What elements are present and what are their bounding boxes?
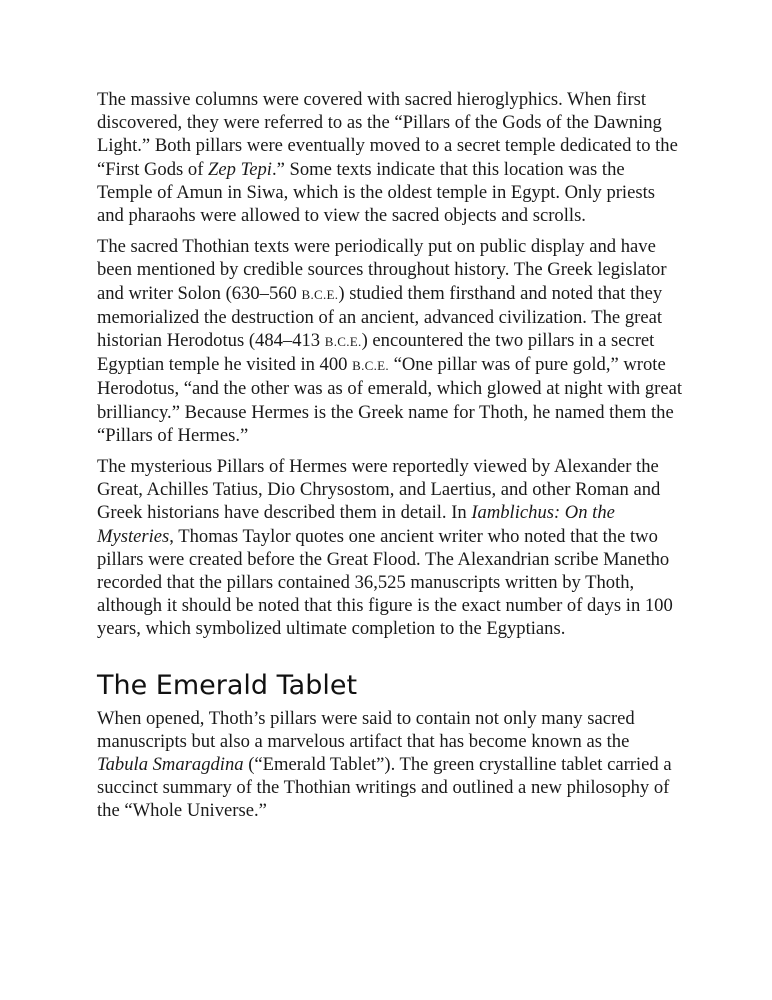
text-run: .” Some texts indicate that this location was the Temple of Amun in Siwa, which is the oldest temple in Egypt. Only priests and pharaohs were allowed to view the sacred objects and scrolls. <box>97 158 655 227</box>
text-run: ) studied them firsthand and noted that they memorialized the destruction of an ancient, advanced civilization. The great historian Herodotus (484–413 <box>97 282 663 352</box>
text-run: The massive columns were covered with sacred hieroglyphics. When first discovered, they were referred to as the “Pillars of the Gods of the Dawning Light.” Both pillars were eventually moved to a secret temple dedicated to the “First Gods of <box>97 89 678 180</box>
paragraph <box>97 88 682 227</box>
italic-term-zep-tepi: Zep Tepi <box>208 158 272 180</box>
text-run: The sacred Thothian texts were periodically put on public display and have been mentioned by credible sources throughout history. The Greek legislator and writer Solon (630–560 <box>97 236 667 304</box>
text-run: (“Emerald Tablet”). The green crystalline tablet carried a succinct summary of the Thothian writings and outlined a new philosophy of the “Whole Universe.” <box>97 754 672 822</box>
era-abbreviation: B.C.E. <box>352 358 389 374</box>
italic-book-title: Iamblichus: On the Mysteries <box>97 502 615 547</box>
paragraph <box>97 707 682 823</box>
paragraph <box>97 455 682 641</box>
text-run: , Thomas Taylor quotes one ancient writer who noted that the two pillars were created before the Great Flood. The Alexandrian scribe Manetho recorded that the pillars contained 36,525 manuscripts written by Thoth, although it should be noted that this figure is the exact number of days in 100 years, which symbolized ultimate completion to the Egyptians. <box>97 525 673 640</box>
book-page <box>97 88 682 831</box>
section-heading: The Emerald Tablet <box>97 669 358 701</box>
text-run: The mysterious Pillars of Hermes were reportedly viewed by Alexander the Great, Achilles Tatius, Dio Chrysostom, and Laertius, and other Roman and Greek historians have described them in detail. In <box>97 456 661 524</box>
era-abbreviation: B.C.E. <box>324 334 362 350</box>
text-run: When opened, Thoth’s pillars were said to contain not only many sacred manuscripts but also a marvelous artifact that has become known as the <box>97 707 635 752</box>
paragraph <box>97 235 682 447</box>
era-abbreviation: B.C.E. <box>301 286 339 302</box>
italic-term-tabula-smaragdina: Tabula Smaragdina <box>97 754 244 776</box>
text-run: “One pillar was of pure gold,” wrote Herodotus, “and the other was as of emerald, which glowed at night with great brilliancy.” Because Hermes is the Greek name for Thoth, he named them the “Pillars of Hermes.” <box>97 354 683 446</box>
text-run: ) encountered the two pillars in a secret Egyptian temple he visited in 400 <box>97 330 655 376</box>
